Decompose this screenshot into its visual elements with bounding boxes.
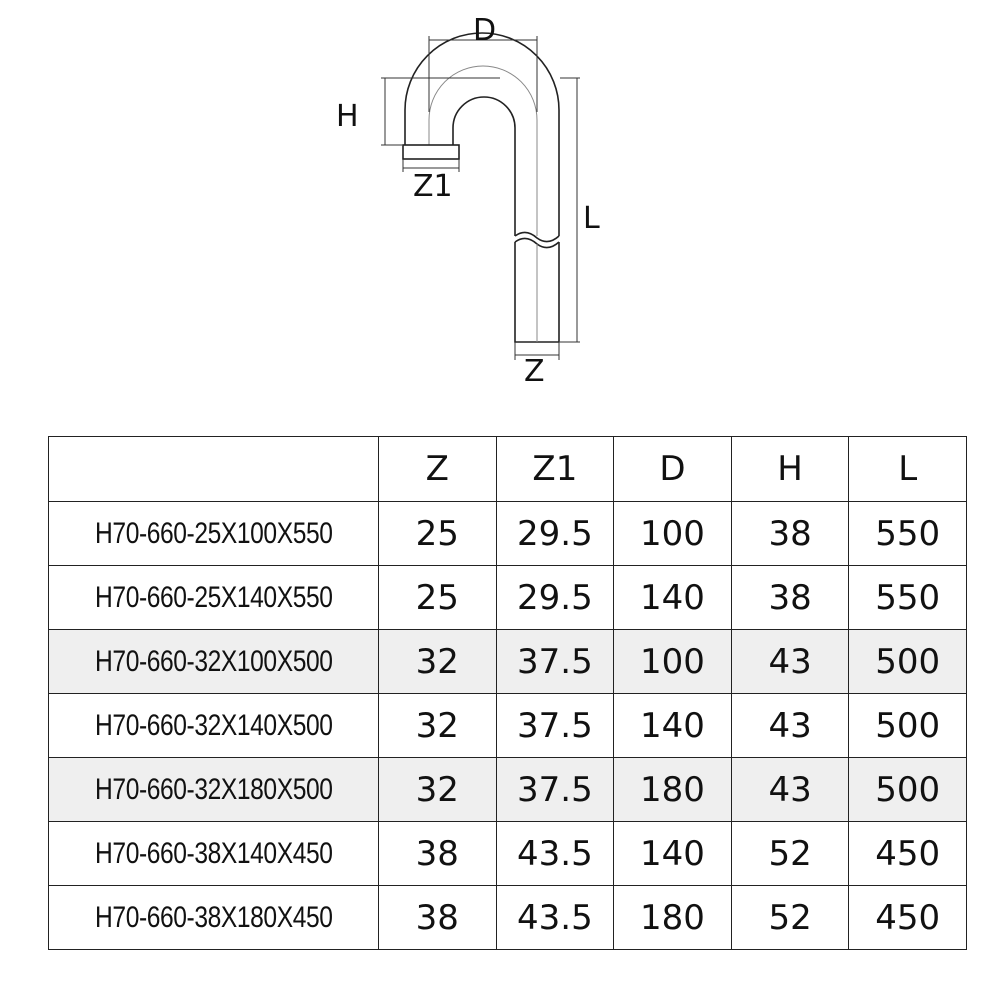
header-model <box>49 437 379 502</box>
dimension-label-d: D <box>473 13 497 48</box>
cell-model <box>49 694 379 758</box>
table-row <box>49 502 967 566</box>
table-row <box>49 630 967 694</box>
cell-model <box>49 886 379 950</box>
cell-d: 180 <box>614 886 732 950</box>
cell-model <box>49 758 379 822</box>
cell-h: 43 <box>731 758 849 822</box>
cell-z: 38 <box>379 822 497 886</box>
table-row <box>49 758 967 822</box>
model-code: H70-660-25X140X550 <box>94 580 333 614</box>
cell-z1: 37.5 <box>496 630 614 694</box>
cell-d: 100 <box>614 502 732 566</box>
header-d: D <box>614 437 732 502</box>
cell-l: 450 <box>849 886 967 950</box>
cell-d: 140 <box>614 566 732 630</box>
cell-model <box>49 630 379 694</box>
cell-z1: 43.5 <box>496 886 614 950</box>
header-z: Z <box>379 437 497 502</box>
cell-h: 43 <box>731 694 849 758</box>
cell-z1: 37.5 <box>496 758 614 822</box>
dimension-label-z1: Z1 <box>413 169 453 204</box>
header-l: L <box>849 437 967 502</box>
cell-z1: 37.5 <box>496 694 614 758</box>
cell-h: 52 <box>731 822 849 886</box>
cell-l: 500 <box>849 758 967 822</box>
cell-z: 32 <box>379 694 497 758</box>
model-code: H70-660-38X180X450 <box>94 900 333 934</box>
header-h: H <box>731 437 849 502</box>
cell-z: 32 <box>379 630 497 694</box>
cell-z1: 29.5 <box>496 502 614 566</box>
spec-table <box>48 436 967 950</box>
cell-z1: 29.5 <box>496 566 614 630</box>
dimension-label-z: Z <box>524 354 545 389</box>
cell-h: 38 <box>731 502 849 566</box>
cell-z: 25 <box>379 566 497 630</box>
model-code: H70-660-38X140X450 <box>94 836 333 870</box>
cell-z1: 43.5 <box>496 822 614 886</box>
cell-h: 43 <box>731 630 849 694</box>
model-code: H70-660-32X100X500 <box>94 644 333 678</box>
table-row <box>49 822 967 886</box>
cell-l: 550 <box>849 502 967 566</box>
model-code: H70-660-25X100X550 <box>94 516 333 550</box>
dimension-label-h: H <box>336 99 359 134</box>
model-code: H70-660-32X140X500 <box>94 708 333 742</box>
cell-h: 38 <box>731 566 849 630</box>
header-z1: Z1 <box>496 437 614 502</box>
cell-l: 500 <box>849 630 967 694</box>
cell-d: 180 <box>614 758 732 822</box>
cell-l: 450 <box>849 822 967 886</box>
dimension-label-l: L <box>583 201 600 236</box>
table-row <box>49 566 967 630</box>
cell-model <box>49 566 379 630</box>
cell-d: 140 <box>614 694 732 758</box>
cell-l: 500 <box>849 694 967 758</box>
cell-d: 100 <box>614 630 732 694</box>
table-header-row <box>49 437 967 502</box>
cell-model <box>49 502 379 566</box>
model-code: H70-660-32X180X500 <box>94 772 333 806</box>
cell-d: 140 <box>614 822 732 886</box>
cell-model <box>49 822 379 886</box>
pipe-dimension-diagram <box>0 0 1000 420</box>
cell-z: 32 <box>379 758 497 822</box>
cell-h: 52 <box>731 886 849 950</box>
dimension-lines <box>381 36 580 360</box>
cell-z: 38 <box>379 886 497 950</box>
table-row <box>49 694 967 758</box>
table-row <box>49 886 967 950</box>
cell-z: 25 <box>379 502 497 566</box>
cell-l: 550 <box>849 566 967 630</box>
